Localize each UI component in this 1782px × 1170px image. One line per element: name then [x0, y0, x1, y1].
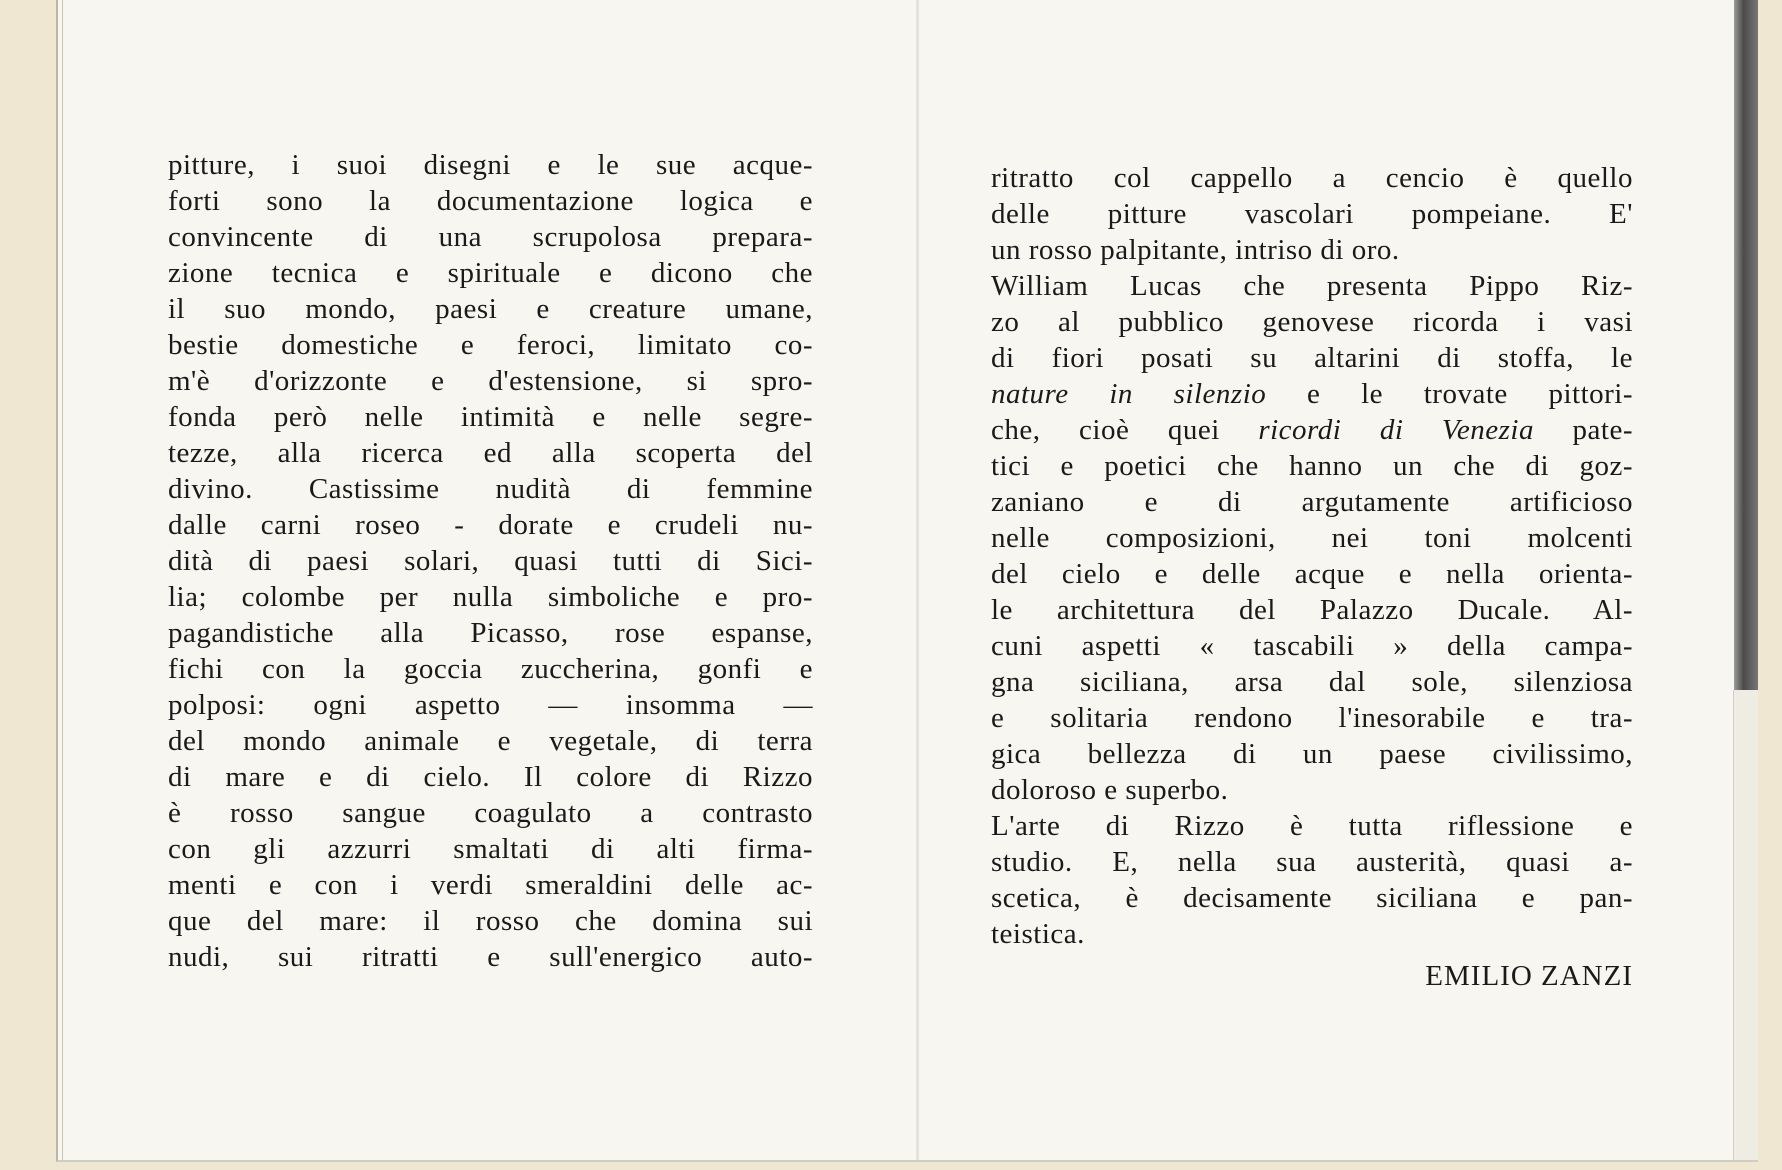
text-line: nudi, sui ritratti e sull'energico auto-: [168, 941, 813, 973]
text-segment: doloroso e superbo.: [991, 774, 1229, 806]
text-line: bestie domestiche e feroci, limitato co-: [168, 329, 813, 361]
text-line: zione tecnica e spirituale e dicono che: [168, 257, 813, 289]
text-line: divino. Castissime nudità di femmine: [168, 473, 813, 505]
text-segment: nelle composizioni, nei toni molcenti: [991, 522, 1633, 554]
text-line: del mondo animale e vegetale, di terra: [168, 725, 813, 757]
italic-title: nature in silenzio: [991, 378, 1267, 410]
text-segment: e solitaria rendono l'inesorabile e tra-: [991, 702, 1633, 734]
text-segment: William Lucas che presenta Pippo Riz-: [991, 270, 1633, 302]
text-segment: un rosso palpitante, intriso di oro.: [991, 234, 1400, 266]
text-line: [991, 304, 1633, 340]
text-line: dità di paesi solari, quasi tutti di Sici-: [168, 545, 813, 577]
text-line: di mare e di cielo. Il colore di Rizzo: [168, 761, 813, 793]
right-page-text: [991, 160, 1633, 952]
text-line: [991, 520, 1633, 556]
text-line: [991, 808, 1633, 844]
text-line: tezze, alla ricerca ed alla scoperta del: [168, 437, 813, 469]
text-line: fonda però nelle intimità e nelle segre-: [168, 401, 813, 433]
page-edge-shadow: [1734, 0, 1758, 690]
text-line: [991, 664, 1633, 700]
text-line: [991, 736, 1633, 772]
text-segment: che, cioè quei: [991, 414, 1259, 446]
text-segment: tici e poetici che hanno un che di goz-: [991, 450, 1633, 482]
text-line: dalle carni roseo - dorate e crudeli nu-: [168, 509, 813, 541]
text-segment: e le trovate pittori-: [1266, 378, 1634, 410]
text-line: convincente di una scrupolosa prepara-: [168, 221, 813, 253]
text-segment: studio. E, nella sua austerità, quasi a-: [991, 846, 1633, 878]
text-segment: pate-: [1534, 414, 1633, 446]
text-segment: L'arte di Rizzo è tutta riflessione e: [991, 810, 1633, 842]
text-line: forti sono la documentazione logica e: [168, 185, 813, 217]
text-line: [991, 592, 1633, 628]
text-segment: gica bellezza di un paese civilissimo,: [991, 738, 1633, 770]
text-line: [991, 376, 1633, 412]
text-line: [991, 232, 1633, 268]
text-line: [991, 556, 1633, 592]
text-line: [991, 268, 1633, 304]
text-line: [991, 772, 1633, 808]
text-segment: teistica.: [991, 918, 1085, 950]
text-segment: zaniano e di argutamente artificioso: [991, 486, 1633, 518]
text-line: è rosso sangue coagulato a contrasto: [168, 797, 813, 829]
left-page-text: [168, 147, 813, 975]
text-segment: gna siciliana, arsa dal sole, silenziosa: [991, 666, 1633, 698]
text-line: [991, 916, 1633, 952]
text-line: [991, 412, 1633, 448]
text-line: [991, 880, 1633, 916]
text-line: pitture, i suoi disegni e le sue acque-: [168, 149, 813, 181]
text-segment: scetica, è decisamente siciliana e pan-: [991, 882, 1633, 914]
text-line: m'è d'orizzonte e d'estensione, si spro-: [168, 365, 813, 397]
text-segment: delle pitture vascolari pompeiane. E': [991, 198, 1633, 230]
text-segment: le architettura del Palazzo Ducale. Al-: [991, 594, 1633, 626]
text-line: [991, 448, 1633, 484]
text-line: fichi con la goccia zuccherina, gonfi e: [168, 653, 813, 685]
text-segment: del cielo e delle acque e nella orienta-: [991, 558, 1633, 590]
text-line: [991, 340, 1633, 376]
text-line: [991, 484, 1633, 520]
text-segment: zo al pubblico genovese ricorda i vasi: [991, 306, 1633, 338]
text-line: polposi: ogni aspetto — insomma —: [168, 689, 813, 721]
author-signature: EMILIO ZANZI: [1425, 960, 1633, 992]
italic-title: ricordi di Venezia: [1258, 414, 1534, 446]
text-line: [991, 628, 1633, 664]
text-line: lia; colombe per nulla simboliche e pro-: [168, 581, 813, 613]
page-edge: [1733, 690, 1758, 1160]
text-segment: cuni aspetti « tascabili » della campa-: [991, 630, 1633, 662]
text-segment: ritratto col cappello a cencio è quello: [991, 162, 1633, 194]
page-fold: [916, 0, 919, 1160]
text-line: que del mare: il rosso che domina sui: [168, 905, 813, 937]
text-line: pagandistiche alla Picasso, rose espanse,: [168, 617, 813, 649]
text-line: menti e con i verdi smeraldini delle ac-: [168, 869, 813, 901]
text-line: il suo mondo, paesi e creature umane,: [168, 293, 813, 325]
text-line: [991, 160, 1633, 196]
text-line: [991, 196, 1633, 232]
text-line: [991, 700, 1633, 736]
text-line: [991, 844, 1633, 880]
text-line: con gli azzurri smaltati di alti firma-: [168, 833, 813, 865]
text-segment: di fiori posati su altarini di stoffa, le: [991, 342, 1633, 374]
